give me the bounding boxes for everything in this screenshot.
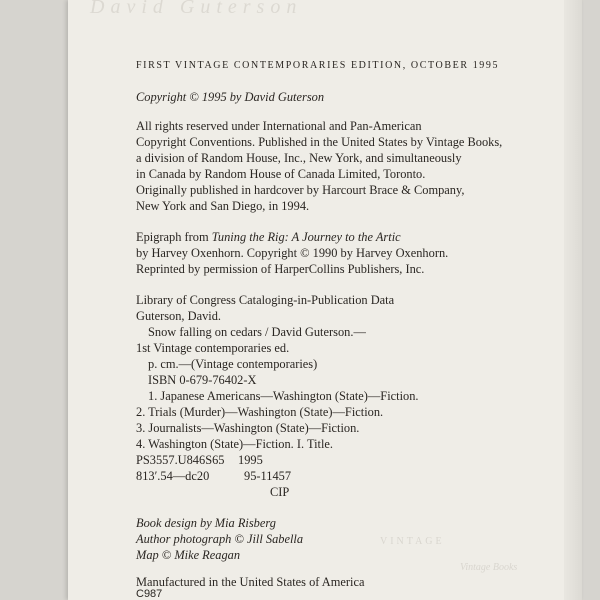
rights-line: in Canada by Random House of Canada Limited, Toronto. (136, 167, 426, 181)
bleed-through-title: David Guterson (90, 0, 303, 18)
cip-subject: 4. Washington (State)—Fiction. I. Title. (136, 437, 334, 451)
cip-call-number: PS3557.U846S65 (136, 453, 225, 467)
cip-subject: 1. Japanese Americans—Washington (State)—Fiction. (148, 389, 419, 403)
epigraph-title: Tuning the Rig: A Journey to the Artic (211, 230, 401, 244)
bleed-through-imprint: VINTAGE (380, 536, 445, 547)
page-edge-shadow (564, 0, 582, 600)
rights-line: Copyright Conventions. Published in the United States by Vintage Books, (136, 135, 503, 149)
bleed-through-publisher: Vintage Books (460, 562, 518, 573)
manufactured-line: Manufactured in the United States of America (136, 575, 365, 589)
rights-line: All rights reserved under International and Pan-American (136, 119, 422, 133)
epigraph-line: Reprinted by permission of HarperCollins Publishers, Inc. (136, 262, 425, 276)
epigraph-line: by Harvey Oxenhorn. Copyright © 1990 by Harvey Oxenhorn. (136, 246, 449, 260)
cip-edition: 1st Vintage contemporaries ed. (136, 341, 290, 355)
cip-mark: CIP (270, 485, 290, 499)
copyright-line: Copyright © 1995 by David Guterson (136, 90, 325, 104)
cip-isbn: ISBN 0-679-76402-X (148, 373, 257, 387)
edition-line: FIRST VINTAGE CONTEMPORARIES EDITION, OCTOBER 1995 (136, 60, 500, 71)
cip-subject: 2. Trials (Murder)—Washington (State)—Fiction. (136, 405, 384, 419)
rights-line: Originally published in hardcover by Harcourt Brace & Company, (136, 183, 465, 197)
rights-line: New York and San Diego, in 1994. (136, 199, 310, 213)
cip-dewey: 813′.54—dc20 (136, 469, 210, 483)
credit-line: Book design by Mia Risberg (136, 516, 276, 530)
cip-header: Library of Congress Cataloging-in-Publication Data (136, 293, 395, 307)
cip-pages: p. cm.—(Vintage contemporaries) (148, 357, 318, 371)
cip-call-year: 1995 (238, 453, 263, 467)
rights-line: a division of Random House, Inc., New York, and simultaneously (136, 151, 462, 165)
cip-title: Snow falling on cedars / David Guterson.— (148, 325, 366, 339)
epigraph-line (136, 229, 401, 245)
cip-subject: 3. Journalists—Washington (State)—Fiction. (136, 421, 360, 435)
printing-code: C987 (136, 588, 163, 600)
epigraph-prefix: Epigraph from (136, 230, 212, 244)
credit-line: Map © Mike Reagan (136, 548, 241, 562)
credit-line: Author photograph © Jill Sabella (136, 532, 304, 546)
cip-lccn: 95-11457 (244, 469, 292, 483)
cip-author: Guterson, David. (136, 309, 221, 323)
